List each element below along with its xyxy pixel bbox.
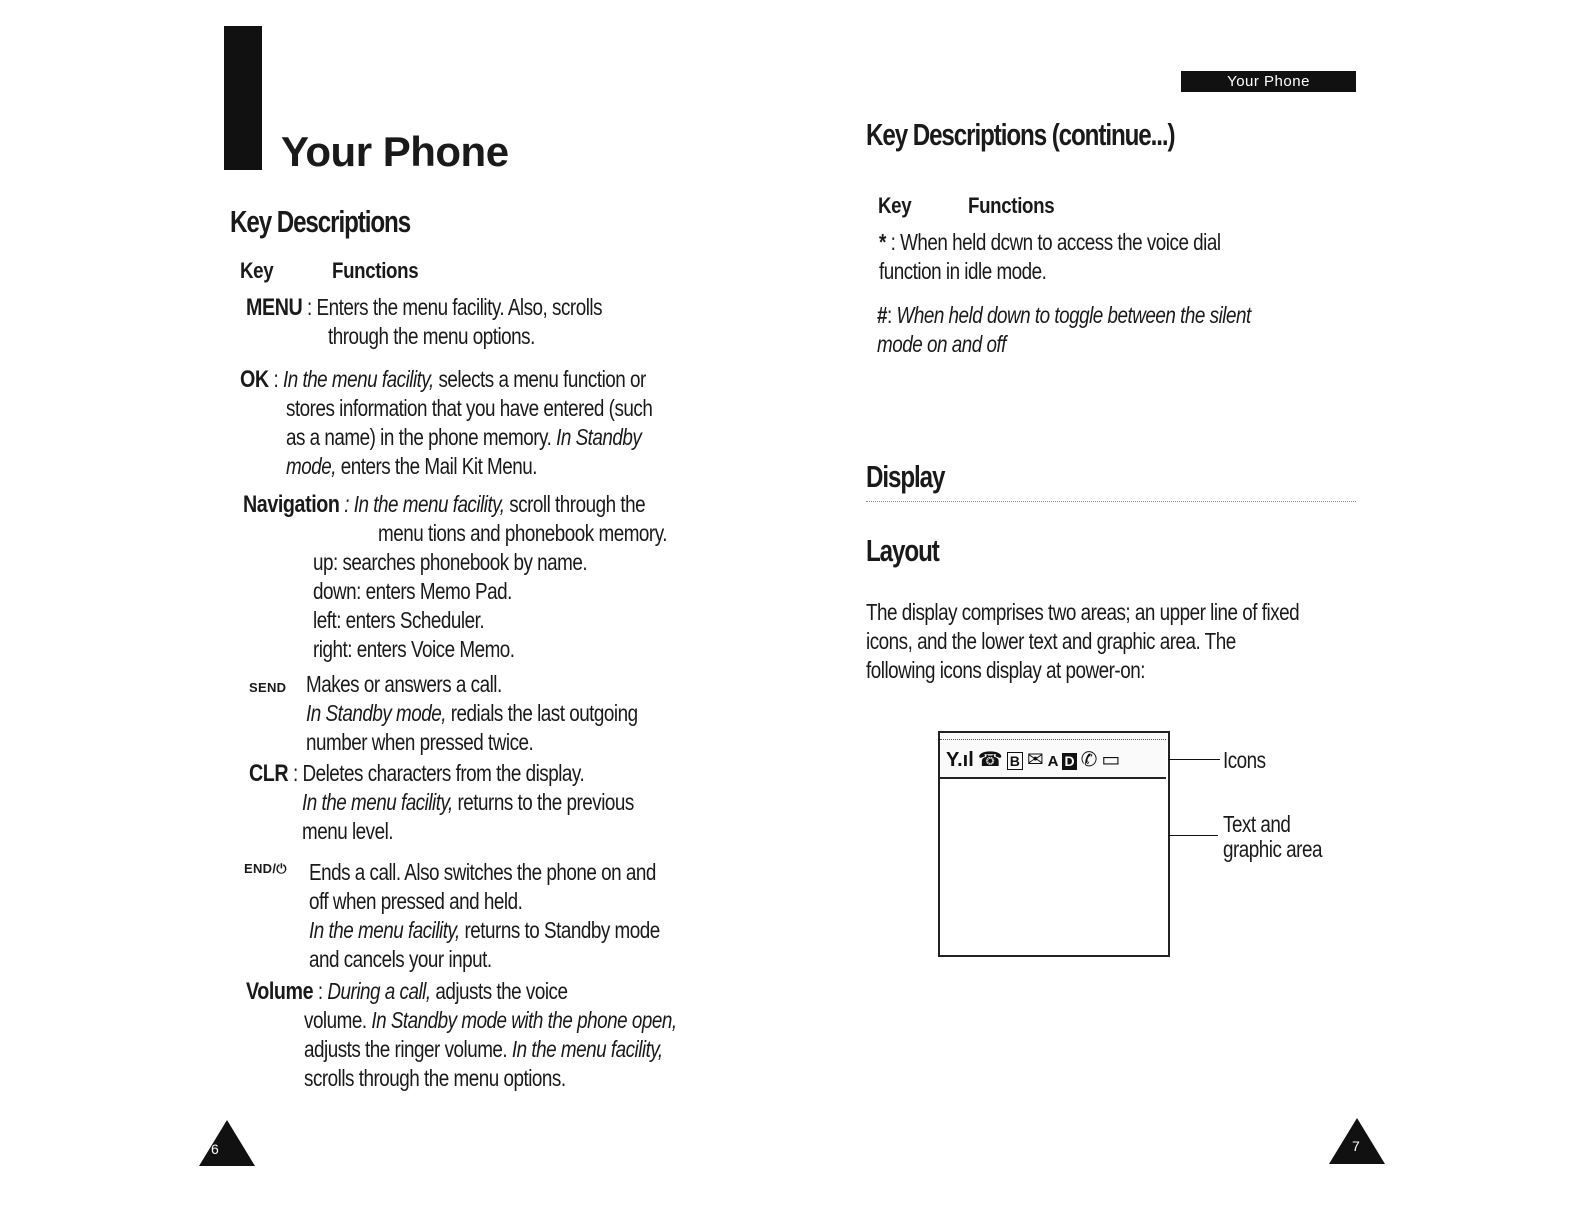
key-send-line3: number when pressed twice. <box>306 729 534 755</box>
key-volume-line1: Volume : During a call, adjusts the voice <box>246 978 568 1005</box>
digital-icon: D <box>1064 753 1075 769</box>
section-heading-key-descriptions: Key Descriptions <box>230 204 411 239</box>
key-label-star: * <box>879 229 886 255</box>
layout-paragraph-line3: following icons display at power-on: <box>866 657 1145 683</box>
key-navigation-right: right: enters Voice Memo. <box>313 636 515 662</box>
section-divider <box>866 501 1356 502</box>
key-menu-line1: MENU : Enters the menu facility. Also, scrolls <box>246 294 603 321</box>
key-ok-line3: as a name) in the phone memory. In Standby <box>286 424 642 450</box>
key-clr-line1: CLR : Deletes characters from the display. <box>249 760 585 787</box>
key-navigation-left: left: enters Scheduler. <box>313 607 485 633</box>
layout-paragraph-line2: icons, and the lower text and graphic area. The <box>866 628 1236 654</box>
key-label-navigation: Navigation <box>243 491 340 518</box>
key-hash-line1: #: When held down to toggle between the silent <box>877 302 1251 328</box>
roaming-icon: B <box>1007 752 1023 770</box>
page-title: Your Phone <box>281 128 509 175</box>
header-tab: Your Phone <box>1181 71 1356 92</box>
power-icon: ⏻ <box>276 861 287 876</box>
section-heading-layout: Layout <box>866 533 939 568</box>
key-hash-line2: mode on and off <box>877 331 1006 357</box>
page-number-right: 7 <box>1352 1138 1360 1154</box>
key-menu-line2: through the menu options. <box>328 323 535 349</box>
key-navigation-down: down: enters Memo Pad. <box>313 578 512 604</box>
text-area-leader-line <box>1168 835 1218 836</box>
key-ok-line4: mode, enters the Mail Kit Menu. <box>286 453 538 479</box>
page-number-triangle-left <box>199 1120 255 1166</box>
key-star-line2: function in idle mode. <box>879 258 1047 284</box>
key-clr-line3: menu level. <box>302 818 394 844</box>
key-end-line1: Ends a call. Also switches the phone on and <box>309 859 656 885</box>
key-volume-line3: adjusts the ringer volume. In the menu facility, <box>304 1036 663 1062</box>
key-label-clr: CLR <box>249 760 289 787</box>
layout-paragraph-line1: The display comprises two areas; an upper line of fixed <box>866 599 1300 625</box>
key-label-send: SEND <box>249 680 287 695</box>
label-text-area-line1: Text and <box>1223 811 1291 837</box>
key-end-line4: and cancels your input. <box>309 946 492 972</box>
signal-strength-icon: Y.ıl <box>946 749 974 771</box>
key-send-line1: Makes or answers a call. <box>306 671 502 697</box>
section-heading-display: Display <box>866 459 945 494</box>
icons-leader-line <box>1168 759 1220 760</box>
chapter-marker-bar <box>224 26 262 170</box>
vibrate-icon: ✆ <box>1080 749 1098 771</box>
key-ok-line2: stores information that you have entered (such <box>286 395 653 421</box>
alarm-icon: A <box>1047 753 1059 770</box>
key-label-end: END/⏻ <box>244 861 287 876</box>
key-volume-line4: scrolls through the menu options. <box>304 1065 566 1091</box>
key-star-line1: * : When held dcwn to access the voice dial <box>879 229 1221 255</box>
column-header-key: Key <box>240 258 274 283</box>
message-icon: ✉ <box>1026 749 1044 771</box>
section-heading-key-descriptions-continue: Key Descriptions (continue...) <box>866 117 1175 152</box>
key-navigation-up: up: searches phonebook by name. <box>313 549 588 575</box>
key-label-ok: OK <box>240 366 269 393</box>
column-header-key-right: Key <box>878 193 912 218</box>
key-navigation-line1: Navigation : In the menu facility, scroll through the <box>243 491 646 518</box>
label-text-area-line2: graphic area <box>1223 836 1322 862</box>
key-label-menu: MENU <box>246 294 303 321</box>
key-volume-line2: volume. In Standby mode with the phone open, <box>304 1007 677 1033</box>
key-send-line2: In Standby mode, redials the last outgoing <box>306 700 638 726</box>
key-navigation-line2: menu tions and phonebook memory. <box>378 520 667 546</box>
display-top-edge <box>940 733 1166 740</box>
label-icons: Icons <box>1223 747 1266 773</box>
page-number-left: 6 <box>211 1141 219 1157</box>
key-end-line2: off when pressed and held. <box>309 888 523 914</box>
column-header-functions: Functions <box>332 258 419 283</box>
key-label-hash: # <box>877 302 888 328</box>
display-icons-row <box>946 747 1124 772</box>
call-icon: ☎ <box>977 749 1003 771</box>
key-clr-line2: In the menu facility, returns to the previous <box>302 789 634 815</box>
key-ok-line1: OK : In the menu facility, selects a menu function or <box>240 366 646 393</box>
column-header-functions-right: Functions <box>968 193 1055 218</box>
battery-icon: ▭ <box>1101 749 1121 771</box>
key-label-volume: Volume <box>246 978 314 1005</box>
key-end-line3: In the menu facility, returns to Standby mode <box>309 917 660 943</box>
